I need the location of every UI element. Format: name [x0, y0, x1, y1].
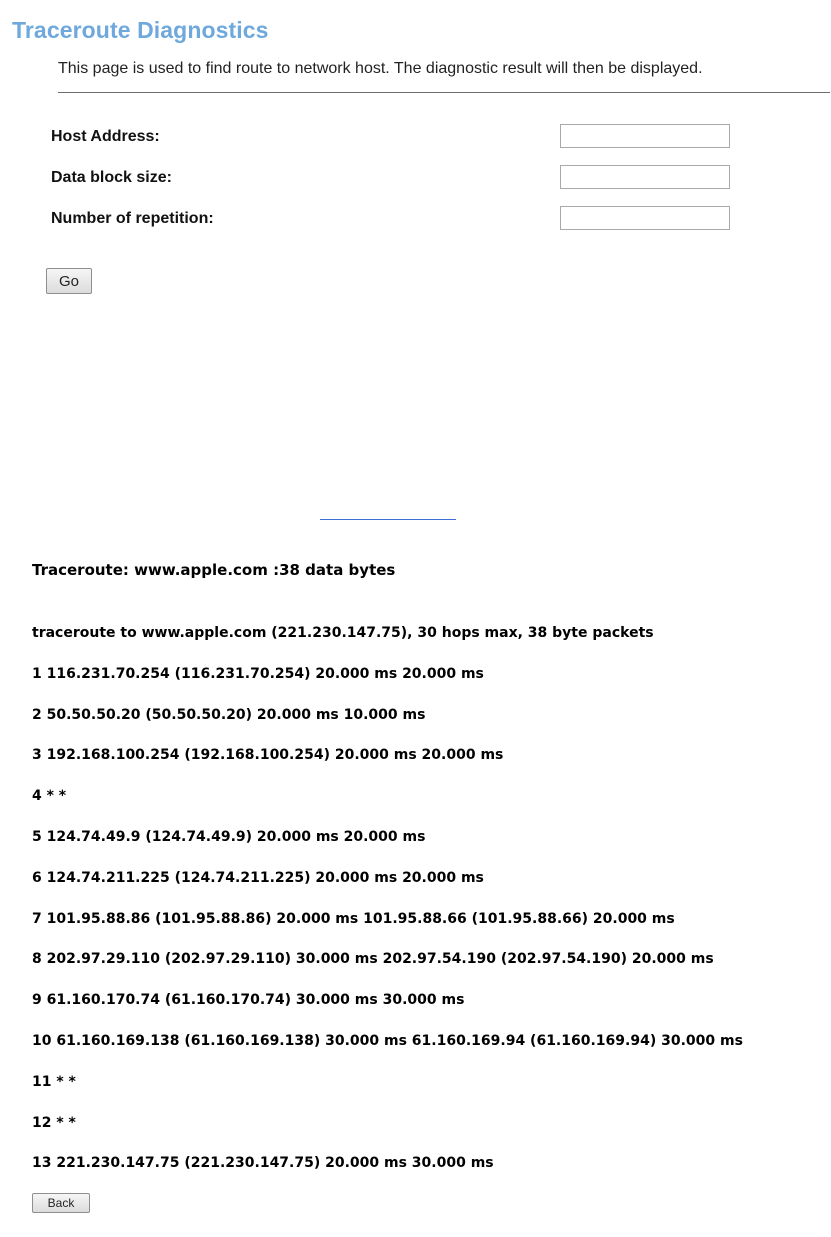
result-header: Traceroute: www.apple.com :38 data bytes [32, 561, 396, 579]
result-line: 1 116.231.70.254 (116.231.70.254) 20.000 ms 20.000 ms [32, 665, 484, 682]
result-line: 13 221.230.147.75 (221.230.147.75) 20.000 ms 30.000 ms [32, 1155, 494, 1172]
host-address-input[interactable] [560, 124, 730, 148]
result-line: 9 61.160.170.74 (61.160.170.74) 30.000 ms 30.000 ms [32, 992, 465, 1009]
result-line: 6 124.74.211.225 (124.74.211.225) 20.000 ms 20.000 ms [32, 869, 484, 886]
result-line: 7 101.95.88.86 (101.95.88.86) 20.000 ms 101.95.88.66 (101.95.88.66) 20.000 ms [32, 910, 675, 927]
header-divider [58, 92, 830, 93]
result-line: 8 202.97.29.110 (202.97.29.110) 30.000 ms 202.97.54.190 (202.97.54.190) 20.000 ms [32, 951, 714, 968]
data-block-size-input[interactable] [560, 165, 730, 189]
go-button[interactable]: Go [46, 268, 92, 294]
repetition-label: Number of repetition: [51, 210, 214, 227]
page-title: Traceroute Diagnostics [12, 17, 269, 43]
page-description: This page is used to find route to network host. The diagnostic result will then be displayed. [58, 60, 703, 77]
data-block-size-label: Data block size: [51, 169, 172, 186]
result-line: 2 50.50.50.20 (50.50.50.20) 20.000 ms 10.000 ms [32, 706, 426, 723]
link-underline[interactable] [320, 519, 456, 520]
repetition-input[interactable] [560, 206, 730, 230]
result-line: 5 124.74.49.9 (124.74.49.9) 20.000 ms 20.000 ms [32, 828, 426, 845]
result-line: 4 * * [32, 788, 67, 805]
result-lines [32, 623, 743, 1194]
result-line: 10 61.160.169.138 (61.160.169.138) 30.000 ms 61.160.169.94 (61.160.169.94) 30.000 ms [32, 1032, 743, 1049]
result-line: 12 * * [32, 1114, 76, 1131]
result-line: traceroute to www.apple.com (221.230.147.75), 30 hops max, 38 byte packets [32, 625, 654, 641]
result-line: 11 * * [32, 1073, 76, 1090]
back-button[interactable]: Back [32, 1193, 90, 1213]
result-line: 3 192.168.100.254 (192.168.100.254) 20.000 ms 20.000 ms [32, 747, 504, 764]
host-address-label: Host Address: [51, 128, 160, 145]
